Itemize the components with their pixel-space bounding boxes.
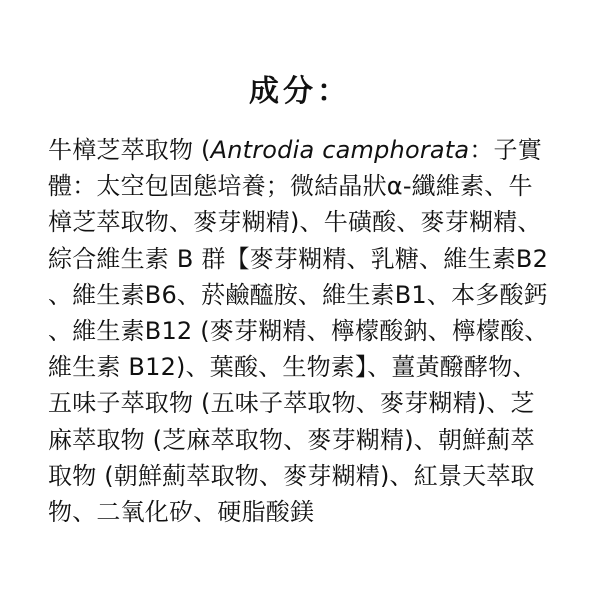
ingredient-line: 五味子萃取物 (五味子萃取物、麥芽糊精)、芝 — [48, 389, 535, 418]
ingredient-line — [48, 132, 568, 168]
ingredient-line: 綜合維生素 B 群【麥芽糊精、乳糖、維生素B2 — [48, 244, 549, 273]
page-title: 成分： — [249, 74, 351, 109]
ingredient-line: 物、二氧化矽、硬脂酸鎂 — [48, 497, 315, 526]
ingredient-line: 取物 (朝鮮薊萃取物、麥芽糊精)、紅景天萃取 — [48, 461, 535, 490]
ingredient-line: 維生素 B12)、葉酸、生物素】、薑黃醱酵物、 — [48, 353, 537, 382]
ingredient-line-text: ：子實 — [469, 136, 542, 164]
latin-name: Antrodia camphorata — [210, 136, 470, 164]
ingredient-line: 體：太空包固態培養；微結晶狀α-纖維素、牛 — [48, 172, 533, 201]
ingredient-line: 、維生素B12 (麥芽糊精、檸檬酸鈉、檸檬酸、 — [48, 316, 549, 345]
ingredient-line: 麻萃取物 (芝麻萃取物、麥芽糊精)、朝鮮薊萃 — [48, 425, 535, 454]
ingredient-line: 樟芝萃取物、麥芽糊精)、牛磺酸、麥芽糊精、 — [48, 208, 542, 237]
ingredient-line: 、維生素B6、菸鹼醯胺、維生素B1、本多酸鈣 — [48, 280, 548, 309]
ingredient-line-text: 牛樟芝萃取物 ( — [48, 136, 211, 164]
ingredients-text — [48, 132, 568, 530]
